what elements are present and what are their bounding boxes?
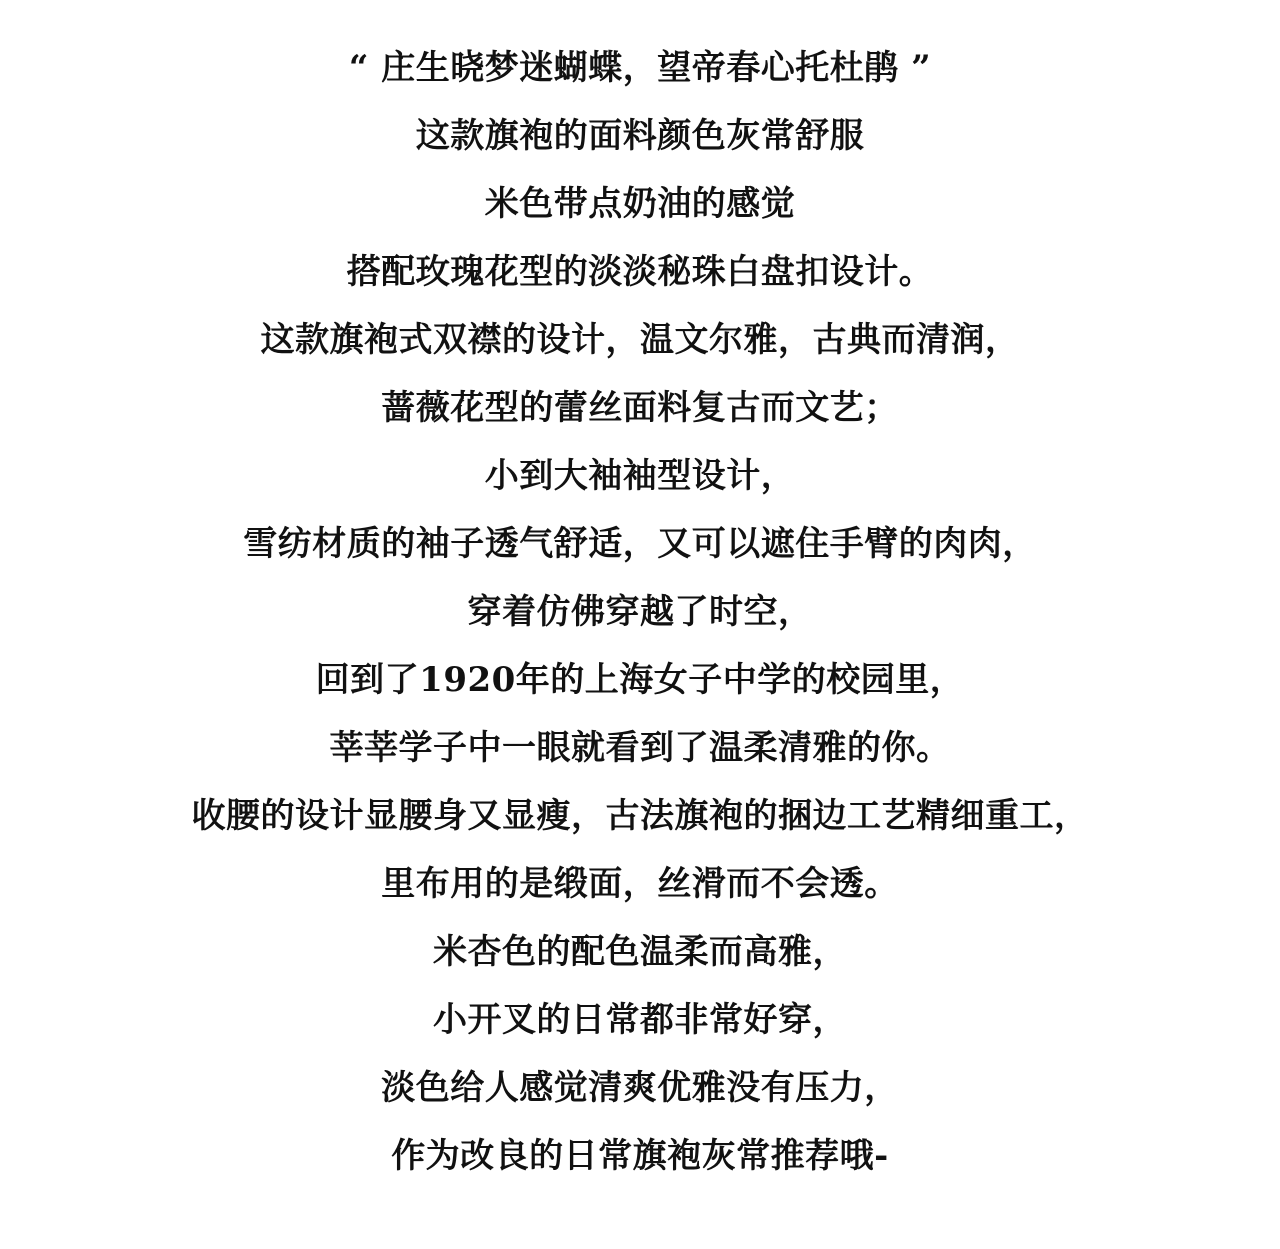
text-line: “ 庄生晓梦迷蝴蝶，望帝春心托杜鹃 ” xyxy=(348,48,932,88)
text-line: 搭配玫瑰花型的淡淡秘珠白盘扣设计。 xyxy=(346,252,934,292)
text-line: 蔷薇花型的蕾丝面料复古而文艺； xyxy=(381,388,899,428)
text-line: 作为改良的日常旗袍灰常推荐哦- xyxy=(391,1136,889,1176)
text-line: 莘莘学子中一眼就看到了温柔清雅的你。 xyxy=(329,728,951,768)
text-line: 收腰的设计显腰身又显瘦，古法旗袍的捆边工艺精细重工， xyxy=(191,796,1089,836)
text-line: 这款旗袍的面料颜色灰常舒服 xyxy=(415,116,865,156)
product-description-text xyxy=(0,34,1280,1190)
text-line: 雪纺材质的袖子透气舒适，又可以遮住手臂的肉肉， xyxy=(243,524,1037,564)
text-line: 米杏色的配色温柔而高雅， xyxy=(433,932,847,972)
text-line: 淡色给人感觉清爽优雅没有压力， xyxy=(381,1068,899,1108)
text-line: 回到了1920年的上海女子中学的校园里， xyxy=(315,660,965,700)
text-line: 小开叉的日常都非常好穿， xyxy=(433,1000,847,1040)
text-line: 米色带点奶油的感觉 xyxy=(484,184,796,224)
text-line: 里布用的是缎面，丝滑而不会透。 xyxy=(381,864,899,904)
text-line: 这款旗袍式双襟的设计，温文尔雅，古典而清润， xyxy=(260,320,1020,360)
text-line: 穿着仿佛穿越了时空， xyxy=(467,592,813,632)
text-line: 小到大袖袖型设计， xyxy=(484,456,796,496)
